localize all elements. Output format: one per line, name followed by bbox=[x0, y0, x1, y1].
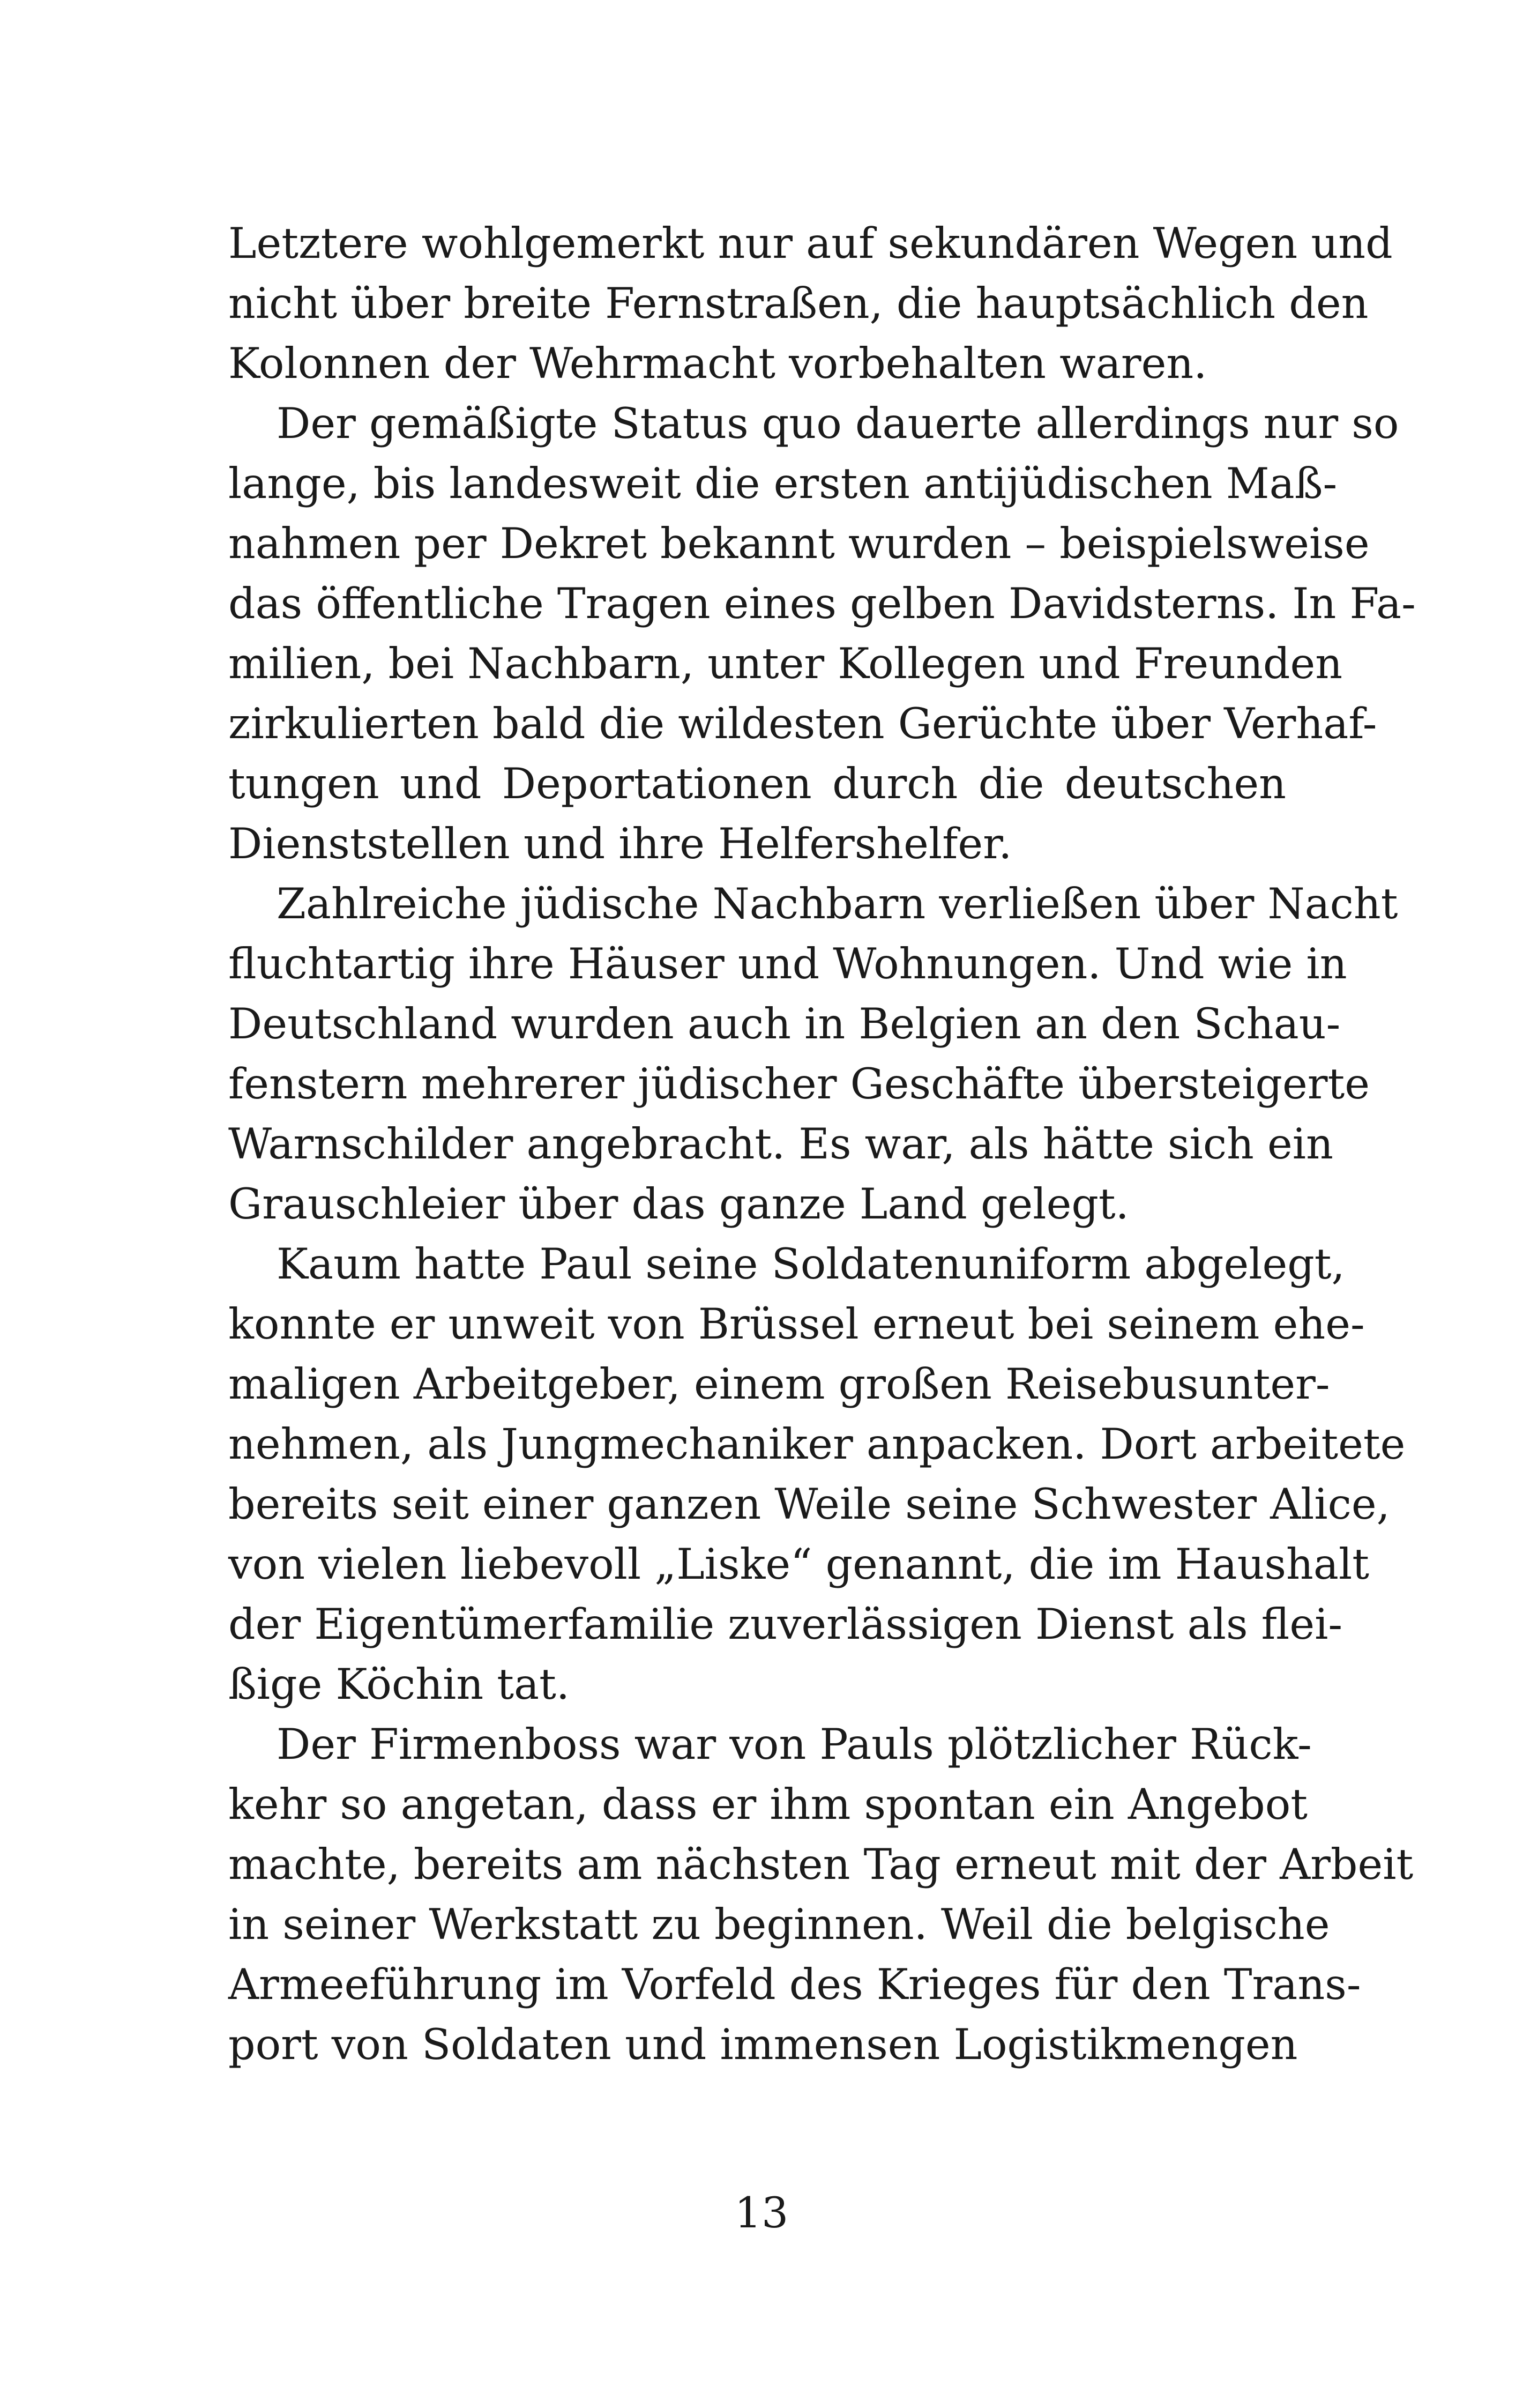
text-line: lange, bis landesweit die ersten antijüdischen Maß- bbox=[228, 459, 1338, 508]
text-line: in seiner Werkstatt zu beginnen. Weil die belgische bbox=[228, 1900, 1330, 1949]
text-line: maligen Arbeitgeber, einem großen Reisebusunter- bbox=[228, 1359, 1330, 1409]
text-line: port von Soldaten und immensen Logistikmengen bbox=[228, 2020, 1298, 2069]
text-line: konnte er unweit von Brüssel erneut bei seinem ehe- bbox=[228, 1299, 1365, 1349]
text-line: Letztere wohlgemerkt nur auf sekundären Wegen und bbox=[228, 219, 1393, 268]
paragraph-first-line: Der gemäßigte Status quo dauerte allerdings nur so bbox=[277, 399, 1399, 448]
paragraph-first-line: Zahlreiche jüdische Nachbarn verließen über Nacht bbox=[277, 879, 1398, 928]
text-line: fenstern mehrerer jüdischer Geschäfte übersteigerte bbox=[228, 1059, 1370, 1109]
text-line: tungen und Deportationen durch die deutschen bbox=[228, 759, 1286, 808]
text-line: Deutschland wurden auch in Belgien an den Schau- bbox=[228, 999, 1341, 1049]
page-number: 13 bbox=[734, 2188, 789, 2238]
text-line: der Eigentümerfamilie zuverlässigen Dienst als flei- bbox=[228, 1600, 1343, 1649]
paragraph-last-line: Dienststellen und ihre Helfershelfer. bbox=[228, 819, 1012, 868]
text-line: nicht über breite Fernstraßen, die hauptsächlich den bbox=[228, 279, 1369, 328]
text-line: Armeeführung im Vorfeld des Krieges für den Trans- bbox=[228, 1960, 1361, 2009]
text-line: Warnschilder angebracht. Es war, als hätte sich ein bbox=[228, 1119, 1333, 1169]
body-text bbox=[228, 213, 1416, 2075]
paragraph-first-line: Kaum hatte Paul seine Soldatenuniform abgelegt, bbox=[277, 1239, 1345, 1289]
text-line: machte, bereits am nächsten Tag erneut mit der Arbeit bbox=[228, 1840, 1414, 1889]
text-line: das öffentliche Tragen eines gelben Davidsterns. In Fa- bbox=[228, 579, 1416, 628]
text-line: fluchtartig ihre Häuser und Wohnungen. Und wie in bbox=[228, 939, 1347, 989]
text-line: nehmen, als Jungmechaniker anpacken. Dort arbeitete bbox=[228, 1419, 1406, 1469]
paragraph-last-line: Grauschleier über das ganze Land gelegt. bbox=[228, 1179, 1129, 1229]
paragraph-last-line: Kolonnen der Wehrmacht vorbehalten waren. bbox=[228, 339, 1207, 388]
text-line: zirkulierten bald die wildesten Gerüchte über Verhaf- bbox=[228, 699, 1377, 748]
text-line: bereits seit einer ganzen Weile seine Schwester Alice, bbox=[228, 1480, 1390, 1529]
text-line: milien, bei Nachbarn, unter Kollegen und Freunden bbox=[228, 639, 1343, 688]
text-line: von vielen liebevoll „Liske“ genannt, die im Haushalt bbox=[228, 1540, 1370, 1589]
paragraph-first-line: Der Firmenboss war von Pauls plötzlicher Rück- bbox=[277, 1720, 1312, 1769]
text-line: nahmen per Dekret bekannt wurden – beispielsweise bbox=[228, 519, 1370, 568]
text-line: kehr so angetan, dass er ihm spontan ein Angebot bbox=[228, 1780, 1308, 1829]
paragraph-last-line: ßige Köchin tat. bbox=[228, 1660, 570, 1709]
